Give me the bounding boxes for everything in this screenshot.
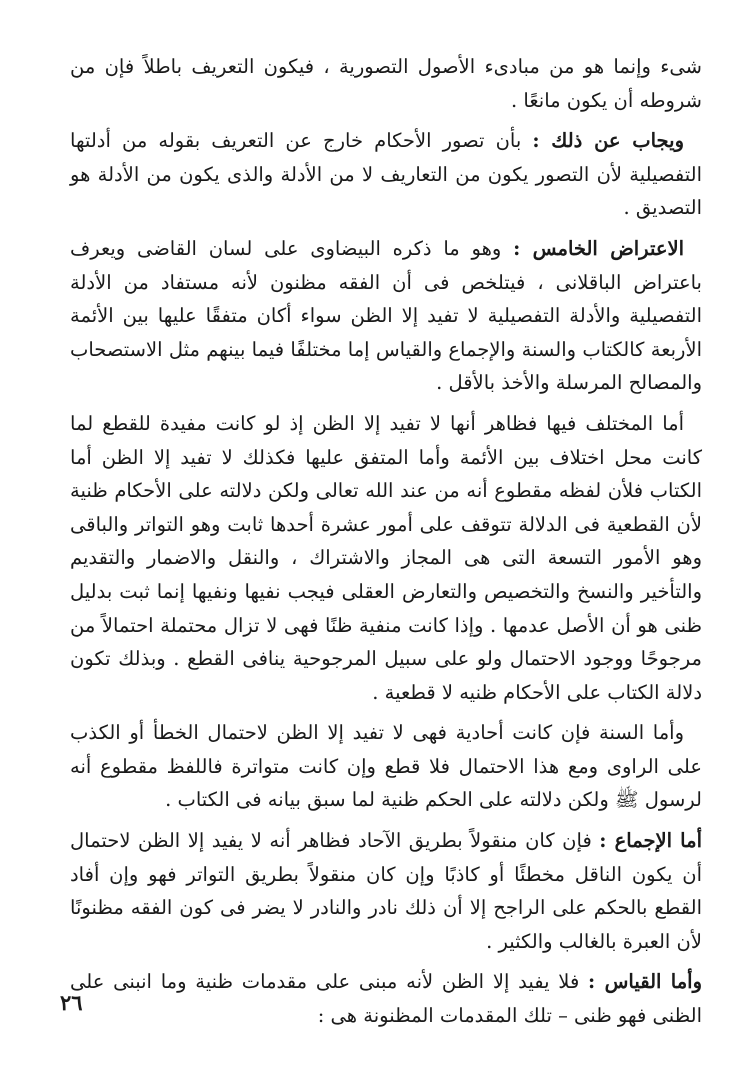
paragraph <box>70 965 702 1032</box>
paragraph <box>70 407 702 709</box>
body-text <box>70 50 702 1040</box>
paragraph-text: بأن تصور الأحكام خارج عن التعريف بقوله من أدلتها التفصيلية لأن التصور يكون من التعاريف لا من الأدلة والذى يكون من الأدلة هو التصديق . <box>70 129 702 220</box>
paragraph <box>70 124 702 225</box>
paragraph <box>70 716 702 817</box>
paragraph-lead: الاعتراض الخامس : <box>513 236 685 260</box>
paragraph-text: أما المختلف فيها فظاهر أنها لا تفيد إلا الظن إذ لو كانت مفيدة للقطع لما كانت محل اختلاف بين الأئمة وأما المتفق عليها فكذلك لا تفيد إلا الظن أما الكتاب فلأن لفظه مقطوع أنه من عند الله تعالى ولكن دلالته على الأحكام ظنية لأن القطعية فى الدلالة تتوقف على أمور عشرة أحدها ثابت وهو التواتر والباقى وهو الأمور التسعة التى هى المجاز والاشتراك ، والنقل والاضمار والتقديم والتأخير والنسخ والتخصيص والتعارض العقلى فيجب نفيها ونفيها إنما ثبت بدليل ظنى هو أن الأصل عدمها . وإذا كانت منفية ظنًا فهى لا تزال محتملة احتمالاً من مرجوحًا ووجود الاحتمال ولو على سبيل المرجوحية ينافى القطع . وبذلك تكون دلالة الكتاب على الأحكام ظنيه لا قطعية . <box>70 411 702 704</box>
paragraph-lead: ويجاب عن ذلك : <box>532 129 684 153</box>
paragraph-text: شىء وإنما هو من مبادىء الأصول التصورية ، فيكون التعريف باطلاً فإن من شروطه أن يكون مانعًا . <box>70 55 702 112</box>
paragraph <box>70 824 702 958</box>
paragraph <box>70 50 702 117</box>
paragraph-text: وهو ما ذكره البيضاوى على لسان القاضى ويعرف باعتراض الباقلانى ، فيتلخص فى أن الفقه مظنون لأنه مستفاد من الأدلة التفصيلية والأدلة التفصيلية لا تفيد إلا الظن سواء أكان متفقًا عليها بين الأئمة الأربعة كالكتاب والسنة والإجماع والقياس إما مختلفًا فيما بينهم مثل الاستصحاب والمصالح المرسلة والأخذ بالأقل . <box>70 236 702 395</box>
paragraph <box>70 232 702 400</box>
paragraph-lead: وأما القياس : <box>588 970 702 994</box>
paragraph-text: فلا يفيد إلا الظن لأنه مبنى على مقدمات ظنية وما انبنى على الظنى فهو ظنى – تلك المقدمات المظنونة هى : <box>70 970 702 1028</box>
paragraph-text: وأما السنة فإن كانت أحادية فهى لا تفيد إلا الظن لاحتمال الخطأ أو الكذب على الراوى ومع هذا الاحتمال فلا قطع وإن كانت متواترة فاللفظ مقطوع أنه لرسول ﷺ ولكن دلالته على الحكم ظنية لما سبق بيانه فى الكتاب . <box>70 721 702 812</box>
page-number: ٢٦ <box>60 990 83 1015</box>
paragraph-text: فإن كان منقولاً بطريق الآحاد فظاهر أنه لا يفيد إلا الظن لاحتمال أن يكون الناقل مخطئًا أو كاذبًا وإن كان منقولاً بطريق التواتر فهو وإن أفاد القطع بالحكم على الراجح إلا أن ذلك نادر والنادر لا يضر فى كون الفقه مظنونًا لأن العبرة بالغالب والكثير . <box>70 829 702 953</box>
paragraph-lead: أما الإجماع : <box>599 829 702 853</box>
